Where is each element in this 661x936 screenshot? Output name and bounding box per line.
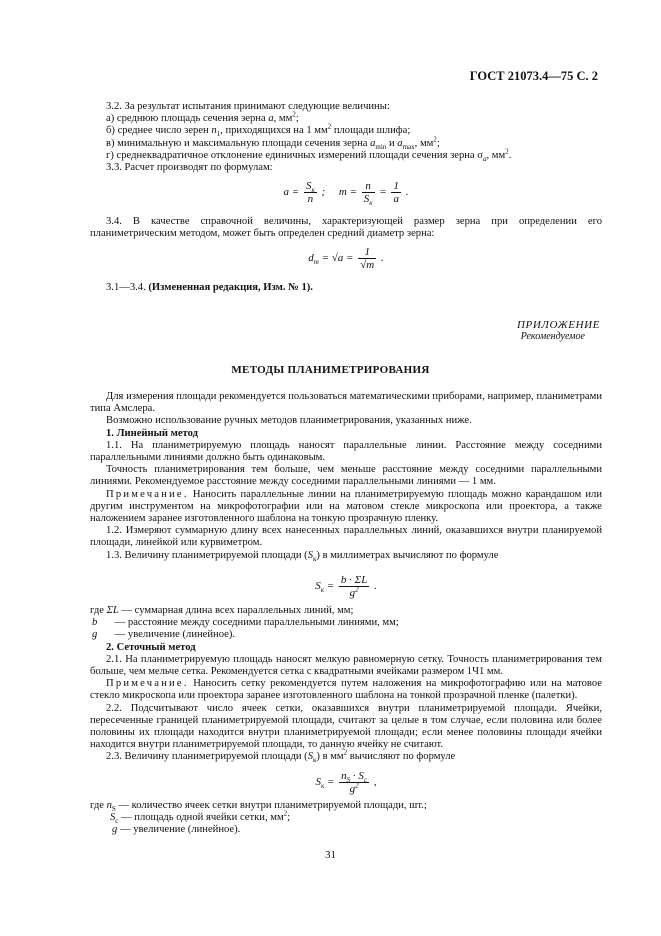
formula-linear-area: $S_к$ = $\frac{b \cdot \Sigma L}{g^2}$ . [315,574,377,599]
paragraph-1-3: 1.3. Величину планиметрируемой площади $(S_к)$ в миллиметрах вычисляют по формуле [106,549,499,563]
paragraph-3-3: 3.3. Расчет производят по формулам: [106,162,273,174]
paragraph-3-2: 3.2. За результат испытания принимают следующие величины: [106,101,390,112]
paragraph-2-2: 2.2. Подсчитывают число ячеек сетки, оказавшихся внутри планиметрируемой площади. Ячейки, пересеченные границей планиметрируемой площади, считают за целые в том случае, если половина или более половины их площади находится внутри планиметрируемой площади; если менее половины площади ячейки находится внутри планиметрируемой площади, то данную ячейку не считают. [90,702,602,751]
paragraph-2-1: 2.1. На планиметрируемую площадь наносят мелкую равномерную сетку. Точность планиметрирования тем больше, чем мельче сетка. Рекомендуется сетка с квадратными ячейками размером 1Ч1 мм. [90,653,602,678]
section-3-block [90,101,602,174]
grid-legend: где $n_S$ — количество ячеек сетки внутри планиметрируемой площади, шт.; $S_c$ — площадь одной ячейки сетки, $мм^2$; g — увеличение (линейное). [90,800,427,836]
formula-grid-area: $S_к$ = $\frac{n_S \cdot S_c}{g^2}$ , [315,770,377,795]
intro-paragraph-2: Возможно использование ручных методов планиметрирования, указанных ниже. [106,415,472,427]
heading-linear-method: 1. Линейный метод [106,427,198,439]
item-a: а) среднюю площадь сечения зерна a, $мм^2$; [106,110,299,125]
appendix-label: ПРИЛОЖЕНИЕ [517,319,600,331]
heading-grid-method: 2. Сеточный метод [106,641,196,653]
paragraph-1-2: 1.2. Измеряют суммарную длину всех нанесенных параллельных линий, оказавшихся внутри планируемой площади, линейкой или курвиметром. [90,525,602,549]
linear-legend: где ΣL — суммарная длина всех параллельных линий, мм; b — расстояние между соседними параллельными линиями, мм; g — увеличение (линейное). 2. Сеточный метод 2.1. На планиметрируемую площадь наносят мелкую равномерную сетку. Точность планиметрирования тем больше, чем мельче сетка. Рекомендуется сетка с квадратными ячейками размером 1Ч1 мм. Примечание. Наносить сетку рекомендуется путем наложения на микрофотографию или на матовое стекло микроскопа или проектора заранее изготовленного шаблона на тонкой прозрачной пленке (палетки). 2.2. Подсчитывают число ячеек сетки, оказавшихся внутри планиметрируемой площади. Ячейки, пересеченные границей планиметрируемой площади, считают за целые в том случае, если половина или более половины их площади находится внутри планиметрируемой площади; если менее половины площади ячейки находится внутри планиметрируемой площади, то данную ячейку не считают. 2.3. Величину планиметрируемой площади $(S_к)$ в $мм^2$ вычисляют по формуле [90,605,602,765]
paragraph-1-1: 1.1. На планиметрируемую площадь наносят параллельные линии. Расстояние между соседними параллельными линиями должно быть одинаковым. [90,439,602,464]
formula-mean-area: a = $\frac{S_к}{n}$ ; m = $\frac{n}{S_к}$ = $\frac{1}{a}$ . [283,180,409,208]
note-2: Примечание. Наносить сетку рекомендуется путем наложения на микрофотографию или на матовое стекло микроскопа или проектора заранее изготовленного шаблона на тонкой прозрачной пленке (палетки). [90,678,602,702]
item-c: в) минимальную и максимальную площади сечения зерна $a_{min}$ и $a_{max}$, $мм^2$; [106,135,440,151]
section-3-4-block [90,216,602,240]
note-1: Примечание. Наносить параллельные линии на планиметрируемую площадь можно карандашом или другим инструментом на микрофотографии или на матовом стекле микроскопа или проектора, а также наложением заранее изготовленного шаблона на тонкую прозрачную пленку. [90,488,602,525]
amendment-note: 3.1—3.4. (Измененная редакция, Изм. № 1). [106,282,313,293]
appendix-sublabel: Рекомендуемое [520,331,585,342]
paragraph-2-3: 2.3. Величину планиметрируемой площади $(S_к)$ в $мм^2$ вычисляют по формуле [106,748,456,765]
item-b: б) среднее число зерен $n_1$, приходящихся на 1 $мм^2$ площади шлифа; [106,122,411,139]
formula-mean-diameter: $d_m = √a$ = $\frac{1}{√m}$ . [308,246,384,271]
paragraph-accuracy: Точность планиметрирования тем больше, чем меньше расстояние между соседними параллельными линиями. Рекомендуемое расстояние между соседними параллельными линиями — 1 мм. [90,464,602,488]
document-header: ГОСТ 21073.4—75 С. 2 [469,69,598,83]
page-number: 31 [325,849,336,861]
intro-paragraph-1: Для измерения площади рекомендуется пользоваться математическими приборами, например, планиметрами типа Амслера. [90,391,602,415]
appendix-body [90,391,602,562]
appendix-title: МЕТОДЫ ПЛАНИМЕТРИРОВАНИЯ [231,364,430,376]
paragraph-3-4: 3.4. В качестве справочной величины, характеризующей размер зерна при определении его планиметрическим методом, может быть определен средний диаметр зерна: [90,216,602,240]
item-d: г) среднеквадратичное отклонение единичных измерений площади сечения зерна $\sigma_a$, $мм^2$. [106,147,512,163]
